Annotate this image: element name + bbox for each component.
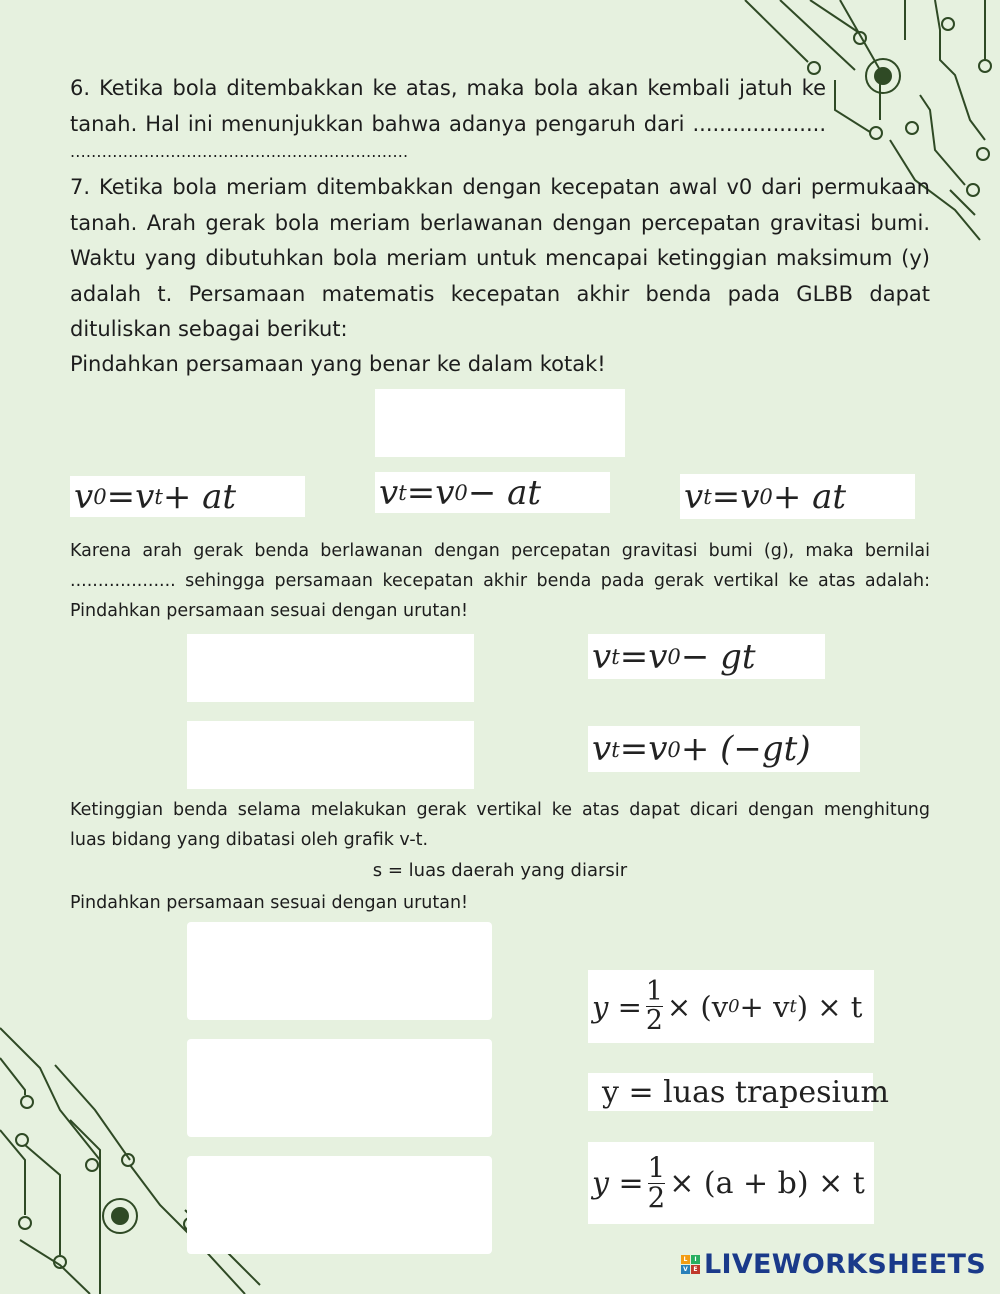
q7-line-2: tanah. Arah gerak bola meriam berlawanan dengan percepatan gravitasi bumi.: [70, 210, 930, 235]
drop-box-section2-1[interactable]: [187, 634, 474, 702]
section-3-center-note: s = luas daerah yang diarsir: [372, 860, 628, 881]
question-7: [70, 170, 930, 348]
drop-box-section3-3[interactable]: [187, 1156, 492, 1254]
q6-line-2: tanah. Hal ini menunjukkan bahwa adanya pengaruh dari ....................: [70, 111, 826, 136]
fraction-half-2: $\frac{1}{2}$: [647, 1150, 666, 1214]
drop-box-section3-1[interactable]: [187, 922, 492, 1020]
q7-line-3: Waktu yang dibutuhkan bola meriam untuk mencapai ketinggian maksimum (y): [70, 246, 930, 270]
drop-box-section3-2[interactable]: [187, 1039, 492, 1137]
section-2-line-2: ................... sehingga persamaan kecepatan akhir benda pada gerak vertikal ke atas adalah:: [70, 571, 930, 591]
equation-tile-v0[interactable]: v 0 = v t + at: [70, 476, 305, 517]
equation-tile-y-half-a-b[interactable]: y = $\frac{1}{2}$ × (a + b) × t: [588, 1142, 874, 1224]
section-2-line-1: Karena arah gerak benda berlawanan dengan percepatan gravitasi bumi (g), maka bernilai: [70, 541, 930, 561]
section-3-text: [70, 795, 930, 855]
equation-tile-y-half-v0-vt[interactable]: y = $\frac{1}{2}$ × (v 0 + v t ) × t: [588, 970, 874, 1043]
liveworksheets-logo-icon: L I V E: [681, 1255, 700, 1274]
section-2-text: [70, 536, 930, 626]
q6-line-1: 6. Ketika bola ditembakkan ke atas, maka bola akan kembali jatuh ke: [70, 76, 826, 100]
q7-line-4: adalah t. Persamaan matematis kecepatan akhir benda pada GLBB dapat: [70, 281, 930, 306]
liveworksheets-brand[interactable]: [681, 1249, 986, 1280]
drop-box-q7[interactable]: [375, 389, 625, 457]
drop-box-section2-2[interactable]: [187, 721, 474, 789]
section-2-instruction: Pindahkan persamaan sesuai dengan urutan!: [70, 601, 469, 621]
equation-tile-vt-minus-gt[interactable]: v t = v 0 − gt: [588, 634, 825, 679]
section-3-line-1: Ketinggian benda selama melakukan gerak vertikal ke atas dapat dicari dengan menghitung: [70, 800, 930, 820]
question-6: [70, 71, 826, 142]
section-3-instruction: Pindahkan persamaan sesuai dengan urutan!: [70, 893, 469, 913]
equation-tile-vt-minus[interactable]: v t = v 0 − at: [375, 472, 610, 513]
equation-tile-vt-plus-neg-gt[interactable]: v t = v 0 + (−gt): [588, 726, 860, 772]
fraction-half: $\frac{1}{2}$: [645, 975, 663, 1036]
q7-instruction: Pindahkan persamaan yang benar ke dalam kotak!: [70, 352, 606, 376]
q6-dotted-blank: ................................................................: [70, 142, 409, 161]
q7-line-1: 7. Ketika bola meriam ditembakkan dengan kecepatan awal v0 dari permukaan: [70, 175, 930, 199]
equation-tile-vt-plus[interactable]: v t = v 0 + at: [680, 474, 915, 519]
equation-tile-y-luas-trapesium[interactable]: y = luas trapesium: [588, 1073, 873, 1111]
brand-text: LIVEWORKSHEETS: [703, 1249, 986, 1280]
q7-line-5: dituliskan sebagai berikut:: [70, 317, 348, 341]
section-3-line-2: luas bidang yang dibatasi oleh grafik v-t.: [70, 830, 429, 850]
